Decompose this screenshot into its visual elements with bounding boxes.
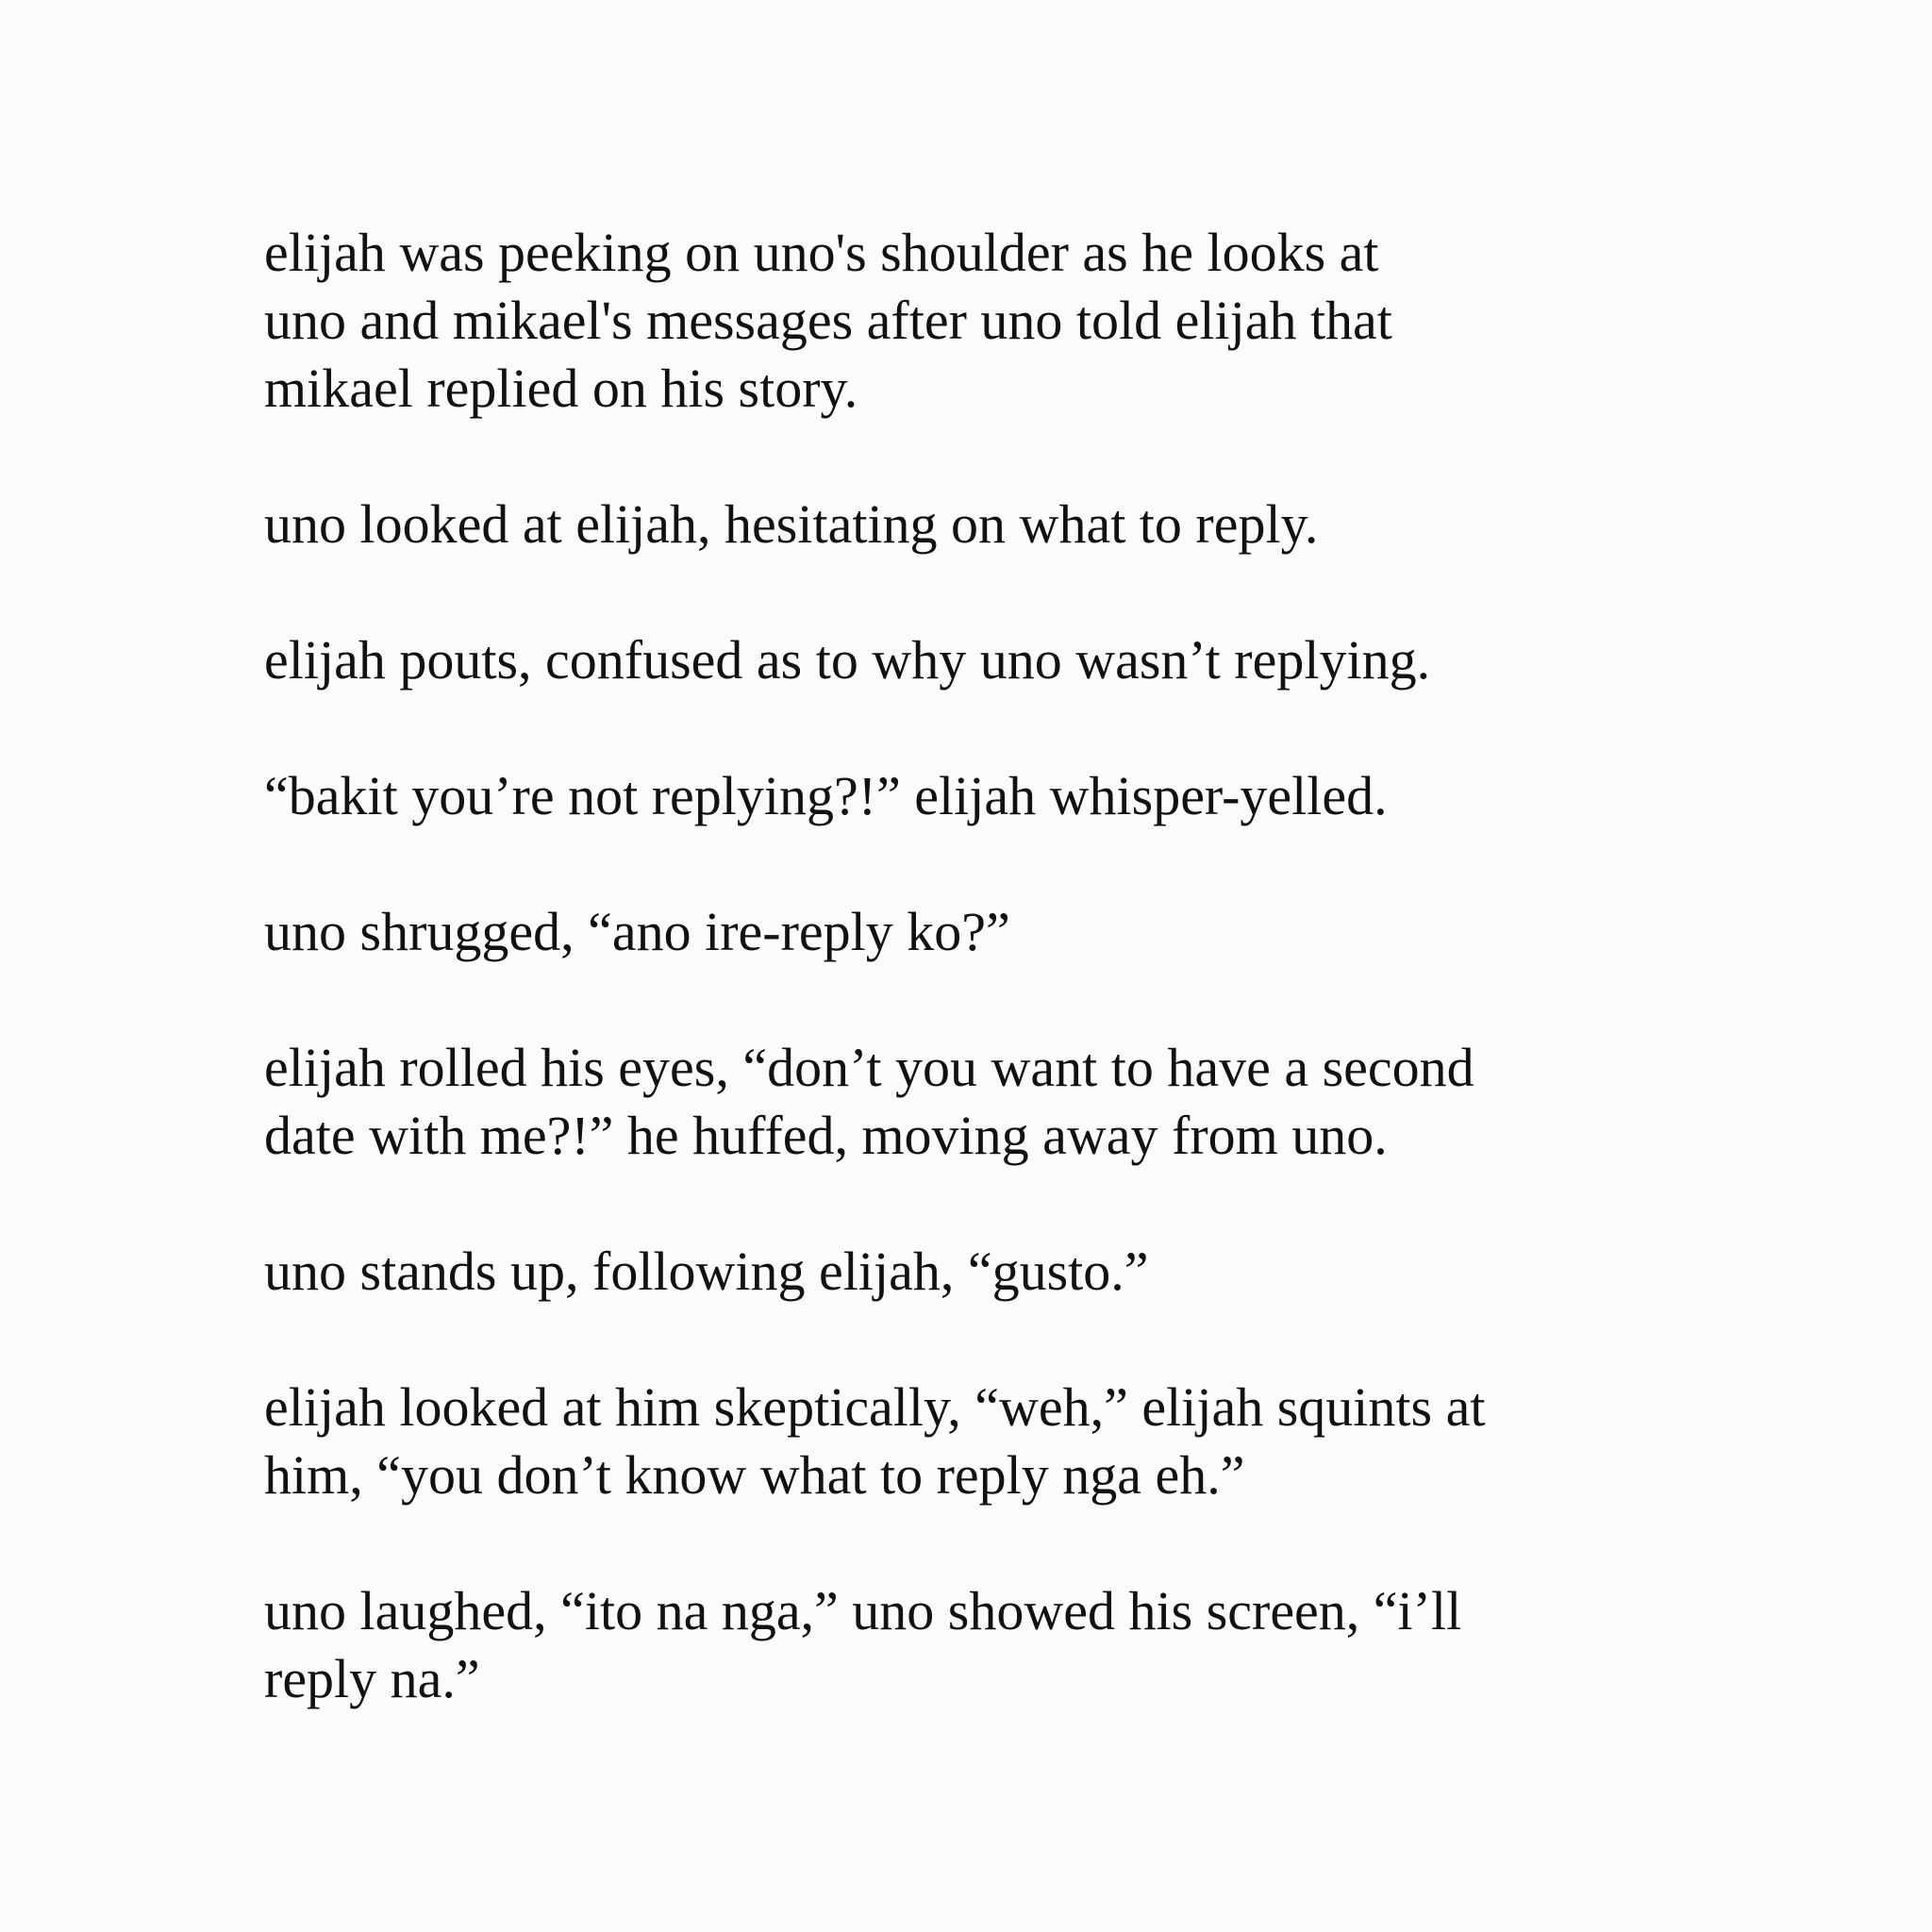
- paragraph-2: uno looked at elijah, hesitating on what to reply.: [264, 493, 1319, 555]
- paragraph-8: elijah looked at him skeptically, “weh,” elijah squints at him, “you don’t know what to reply nga eh.”: [264, 1376, 1486, 1506]
- paragraph-9: uno laughed, “ito na nga,” uno showed his screen, “i’ll reply na.”: [264, 1580, 1462, 1709]
- paragraph-4: “bakit you’re not replying?!” elijah whisper-yelled.: [264, 765, 1388, 826]
- paragraph-7: uno stands up, following elijah, “gusto.”: [264, 1241, 1149, 1302]
- story-text: [264, 219, 1736, 1781]
- paragraph-5: uno shrugged, “ano ire-reply ko?”: [264, 901, 1010, 962]
- paragraph-6: elijah rolled his eyes, “don’t you want to have a second date with me?!” he huffed, moving away from uno.: [264, 1037, 1474, 1166]
- paragraph-3: elijah pouts, confused as to why uno wasn’t replying.: [264, 629, 1431, 691]
- paragraph-1: elijah was peeking on uno's shoulder as he looks at uno and mikael's messages after uno told elijah that mikael replied on his story.: [264, 222, 1392, 419]
